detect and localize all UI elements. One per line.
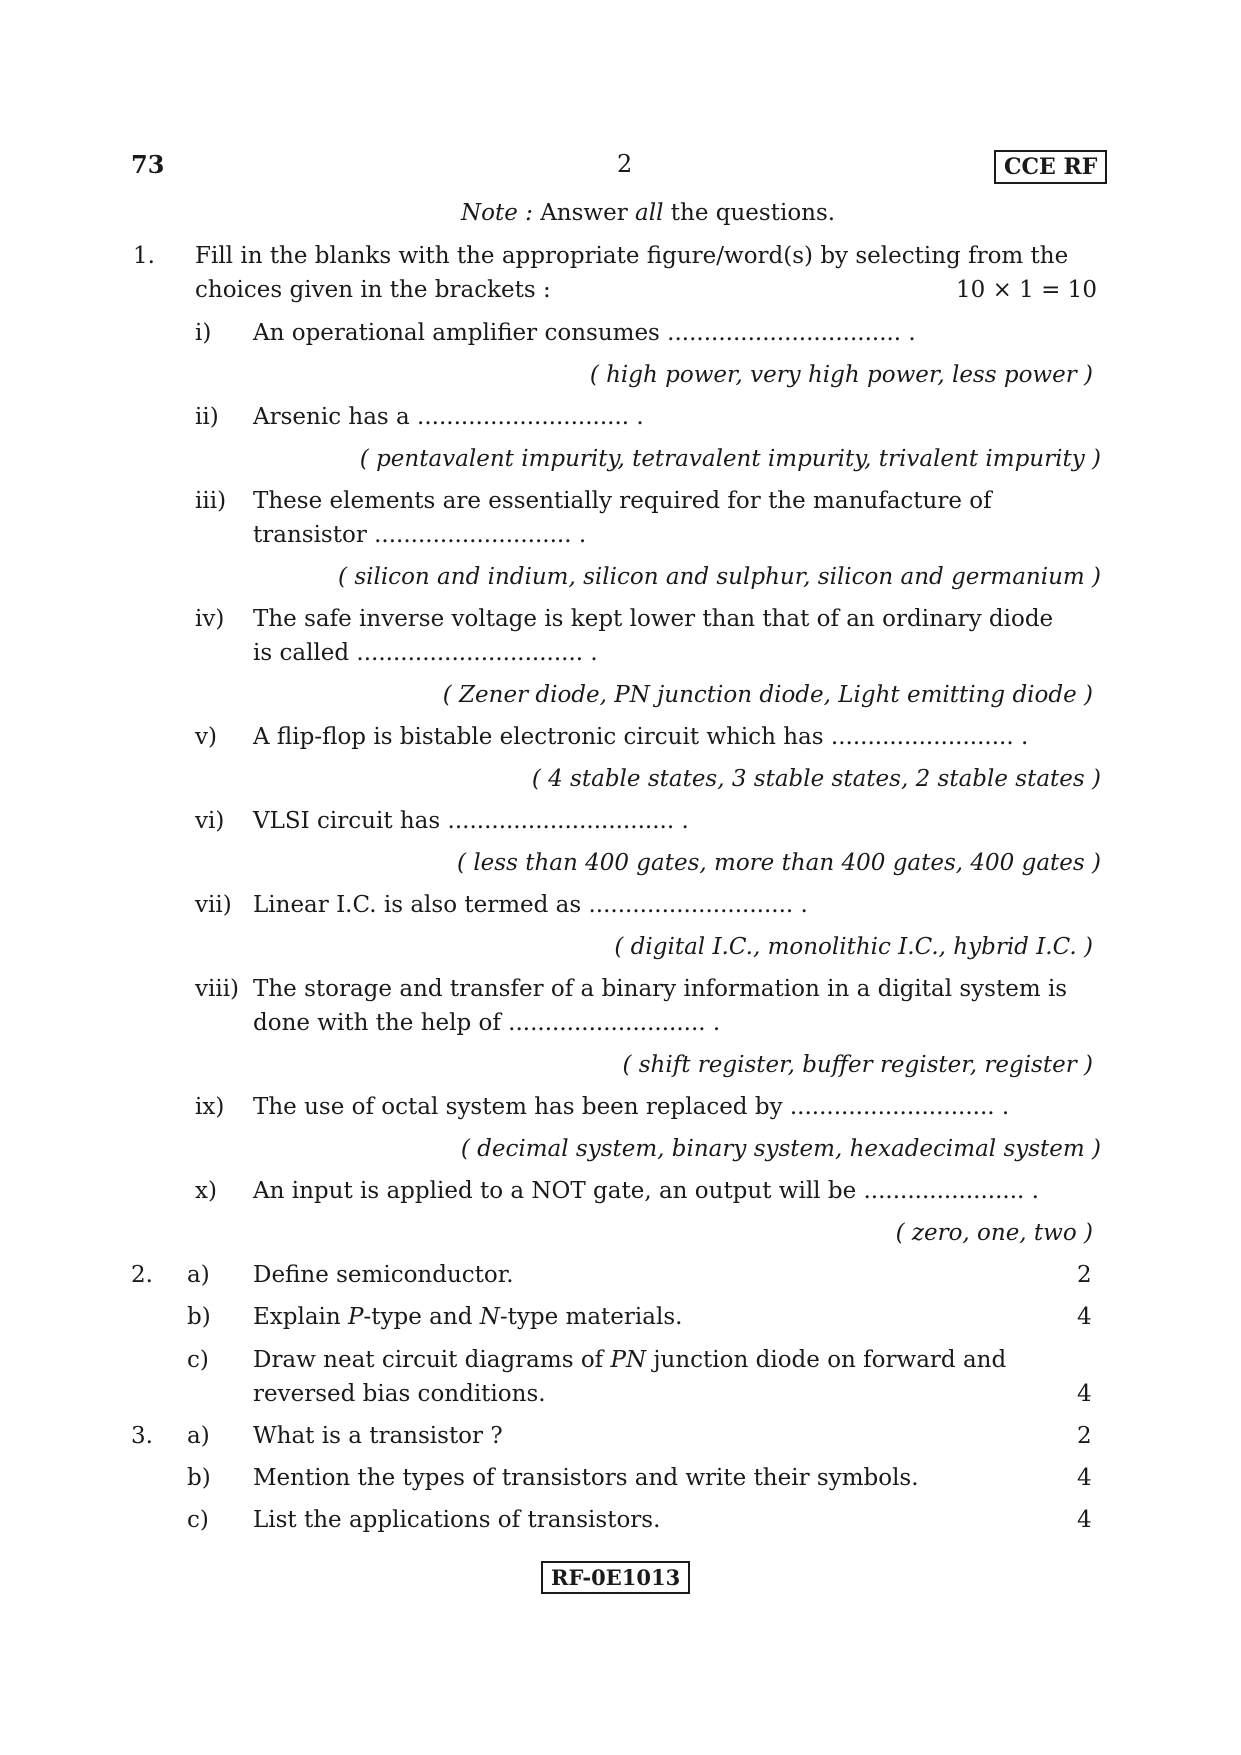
q1-item-choices: ( silicon and indium, silicon and sulphur, silicon and germanium ) bbox=[338, 564, 1101, 590]
q2b-mid: -type and bbox=[363, 1304, 480, 1330]
q1-item-num: viii) bbox=[195, 976, 240, 1002]
q2a-label: a) bbox=[187, 1262, 210, 1288]
q2c-marks: 4 bbox=[1077, 1381, 1092, 1407]
q2c-text bbox=[253, 1347, 1006, 1373]
q1-item-num: v) bbox=[195, 724, 217, 750]
q1-item-num: i) bbox=[195, 320, 212, 346]
q1-item-choices: ( zero, one, two ) bbox=[895, 1220, 1093, 1246]
q1-item-text: An input is applied to a NOT gate, an output will be ...................... . bbox=[253, 1178, 1039, 1204]
q1-item-text: VLSI circuit has ............................... . bbox=[253, 808, 689, 834]
q3c-text: List the applications of transistors. bbox=[253, 1507, 661, 1533]
q1-line1: Fill in the blanks with the appropriate figure/word(s) by selecting from the bbox=[195, 243, 1069, 269]
q1-item-choices: ( shift register, buffer register, register ) bbox=[622, 1052, 1093, 1078]
q1-item-choices: ( high power, very high power, less power ) bbox=[589, 362, 1093, 388]
note-text-after: the questions. bbox=[663, 200, 836, 226]
q1-item-num: ii) bbox=[195, 404, 219, 430]
q1-item-text2: is called ............................... . bbox=[253, 640, 598, 666]
q1-item-text: The use of octal system has been replaced by ............................ . bbox=[253, 1094, 1010, 1120]
q1-item-text2: done with the help of ........................... . bbox=[253, 1010, 721, 1036]
note-all: all bbox=[635, 200, 664, 226]
q1-item-choices: ( 4 stable states, 3 stable states, 2 stable states ) bbox=[531, 766, 1101, 792]
q2b-text bbox=[253, 1304, 682, 1330]
q1-item-choices: ( less than 400 gates, more than 400 gates, 400 gates ) bbox=[457, 850, 1101, 876]
footer-code-box: RF-0E1013 bbox=[541, 1561, 690, 1594]
q2c-pn: PN bbox=[610, 1347, 647, 1373]
q3-number: 3. bbox=[131, 1423, 153, 1449]
q2b-post: -type materials. bbox=[499, 1304, 683, 1330]
q3b-marks: 4 bbox=[1077, 1465, 1092, 1491]
q1-item-text: A flip-flop is bistable electronic circuit which has ......................... . bbox=[253, 724, 1029, 750]
q2c-label: c) bbox=[187, 1347, 209, 1373]
q3a-label: a) bbox=[187, 1423, 210, 1449]
q2b-marks: 4 bbox=[1077, 1304, 1092, 1330]
q1-item-text: Linear I.C. is also termed as ............................ . bbox=[253, 892, 808, 918]
q3a-text: What is a transistor ? bbox=[253, 1423, 503, 1449]
note-label: Note : bbox=[461, 200, 533, 226]
q2b-n: N bbox=[479, 1304, 500, 1330]
q2c-line2: reversed bias conditions. bbox=[253, 1381, 546, 1407]
q1-item-text: An operational amplifier consumes ................................ . bbox=[253, 320, 916, 346]
q3b-label: b) bbox=[187, 1465, 211, 1491]
q1-item-num: iii) bbox=[195, 488, 227, 514]
q1-line2: choices given in the brackets : bbox=[195, 277, 551, 303]
q1-item-text2: transistor ........................... . bbox=[253, 522, 587, 548]
page-left-number: 73 bbox=[131, 150, 165, 179]
note-text-before: Answer bbox=[532, 200, 636, 226]
q1-item-text: Arsenic has a ............................. . bbox=[253, 404, 644, 430]
q3c-label: c) bbox=[187, 1507, 209, 1533]
q1-item-choices: ( pentavalent impurity, tetravalent impurity, trivalent impurity ) bbox=[359, 446, 1101, 472]
paper-code-box: CCE RF bbox=[994, 150, 1107, 184]
q1-item-text: The storage and transfer of a binary information in a digital system is bbox=[253, 976, 1068, 1002]
q1-item-choices: ( decimal system, binary system, hexadecimal system ) bbox=[460, 1136, 1101, 1162]
q2b-p: P bbox=[348, 1304, 364, 1330]
q3b-text: Mention the types of transistors and write their symbols. bbox=[253, 1465, 919, 1491]
q2a-marks: 2 bbox=[1077, 1262, 1092, 1288]
q2c-post: junction diode on forward and bbox=[646, 1347, 1007, 1373]
q2b-label: b) bbox=[187, 1304, 211, 1330]
q1-marks: 10 × 1 = 10 bbox=[956, 277, 1097, 303]
q2-number: 2. bbox=[131, 1262, 153, 1288]
q1-item-text: These elements are essentially required for the manufacture of bbox=[253, 488, 992, 514]
q1-item-choices: ( digital I.C., monolithic I.C., hybrid I.C. ) bbox=[614, 934, 1093, 960]
q1-item-num: vi) bbox=[195, 808, 225, 834]
q1-item-text: The safe inverse voltage is kept lower than that of an ordinary diode bbox=[253, 606, 1054, 632]
q1-item-num: vii) bbox=[195, 892, 232, 918]
q3c-marks: 4 bbox=[1077, 1507, 1092, 1533]
page-number: 2 bbox=[617, 150, 633, 178]
q2c-pre: Draw neat circuit diagrams of bbox=[253, 1347, 611, 1373]
q1-item-num: x) bbox=[195, 1178, 217, 1204]
q3a-marks: 2 bbox=[1077, 1423, 1092, 1449]
q1-item-num: ix) bbox=[195, 1094, 225, 1120]
q1-item-num: iv) bbox=[195, 606, 225, 632]
q1-item-choices: ( Zener diode, PN junction diode, Light emitting diode ) bbox=[442, 682, 1093, 708]
q2a-text: Define semiconductor. bbox=[253, 1262, 514, 1288]
q2b-pre: Explain bbox=[253, 1304, 349, 1330]
q1-number: 1. bbox=[133, 243, 155, 269]
note-line bbox=[461, 200, 835, 226]
